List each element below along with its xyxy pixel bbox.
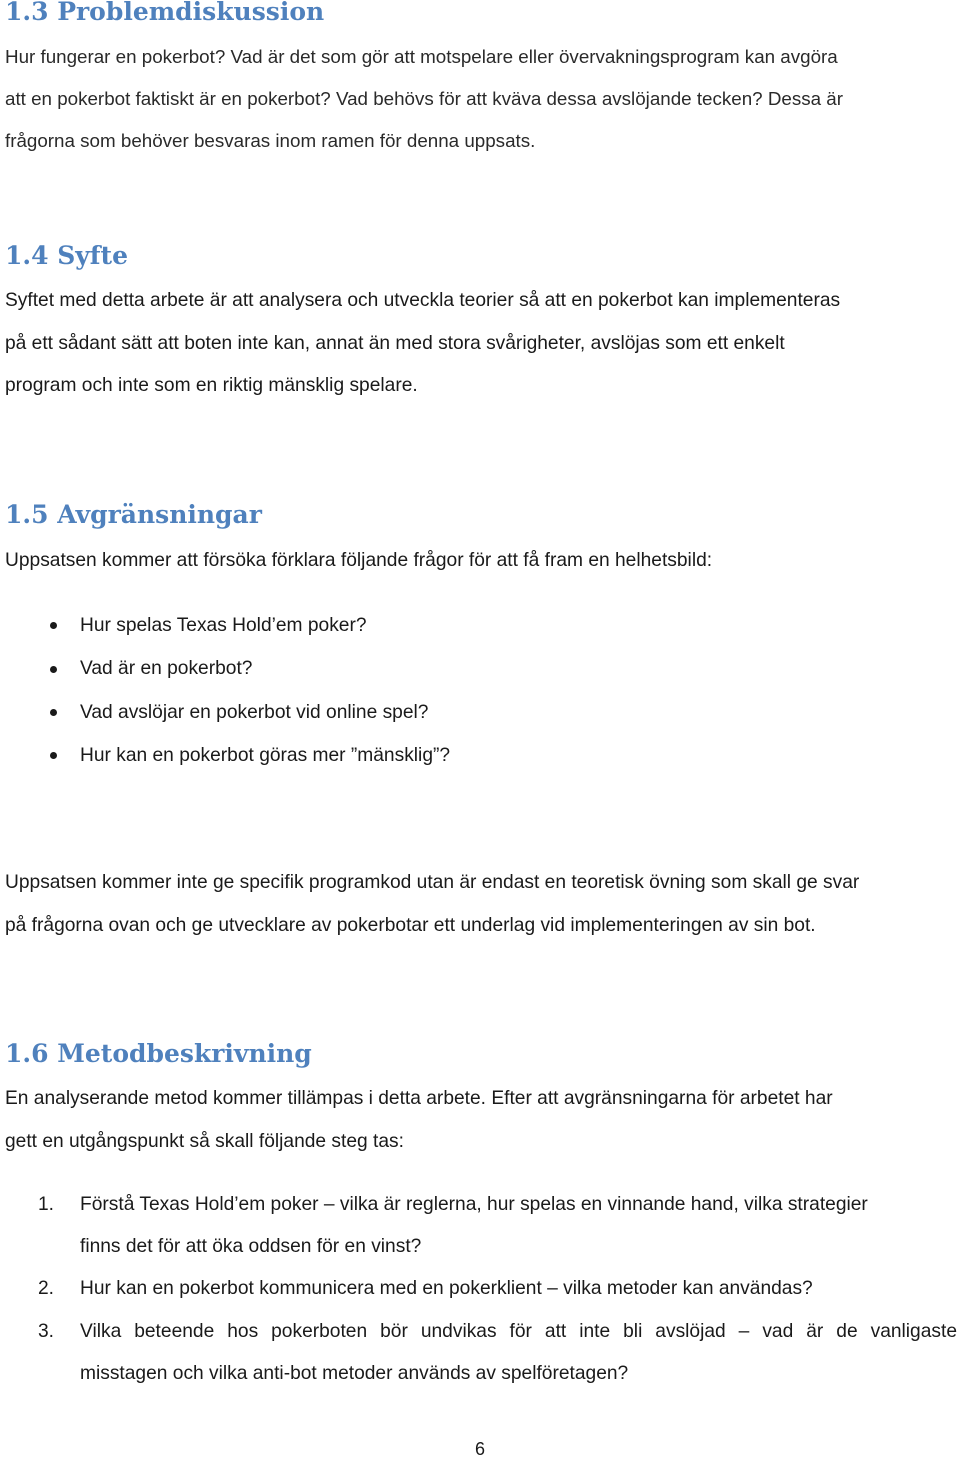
bullet-list: [0, 604, 960, 780]
bullet-dot-icon: [50, 752, 57, 759]
paragraph-line: på ett sådant sätt att boten inte kan, annat än med stora svårigheter, avslöjas som ett enkelt: [5, 332, 785, 354]
paragraph-line: på frågorna ovan och ge utvecklare av pokerbotar ett underlag vid implementeringen av sin bot.: [5, 914, 816, 936]
paragraph-line: program och inte som en riktig mänsklig spelare.: [5, 375, 418, 396]
paragraph-syfte: [5, 280, 957, 408]
section-heading-problemdiskussion: 1.3 Problemdiskussion: [5, 0, 325, 26]
list-item: Vad avslöjar en pokerbot vid online spel?: [80, 702, 429, 723]
list-item: Vad är en pokerbot?: [80, 658, 253, 679]
numbered-list: [0, 1184, 960, 1404]
paragraph-problemdiskussion: [5, 36, 957, 162]
avgransningar-intro: Uppsatsen kommer att försöka förklara följande frågor för att få fram en helhetsbild:: [5, 550, 713, 571]
list-item-line: Förstå Texas Hold’em poker – vilka är reglerna, hur spelas en vinnande hand, vilka strategier: [80, 1194, 868, 1215]
list-item-line: Hur kan en pokerbot kommunicera med en pokerklient – vilka metoder kan användas?: [80, 1278, 813, 1299]
list-item: Hur kan en pokerbot göras mer ”mänsklig”?: [80, 745, 451, 766]
paragraph-line: En analyserande metod kommer tillämpas i detta arbete. Efter att avgränsningarna för arbetet har: [5, 1088, 833, 1109]
bullet-dot-icon: [50, 666, 57, 673]
paragraph-line: gett en utgångspunkt så skall följande steg tas:: [5, 1130, 404, 1152]
list-item-line: Vilka beteende hos pokerboten bör undvikas för att inte bli avslöjad – vad är de vanligaste: [80, 1321, 957, 1342]
paragraph-line: att en pokerbot faktiskt är en pokerbot? Vad behövs för att kväva dessa avslöjande tecken? Dessa är: [5, 88, 843, 109]
paragraph-avgransningar: [5, 862, 957, 947]
section-heading-syfte: 1.4 Syfte: [5, 241, 128, 270]
bullet-dot-icon: [50, 622, 57, 629]
list-item-line: misstagen och vilka anti-bot metoder används av spelföretagen?: [80, 1363, 629, 1384]
list-number: 3.: [38, 1321, 55, 1342]
list-item: [80, 1268, 957, 1310]
page-number: 6: [474, 1439, 485, 1459]
paragraph-line: Syftet med detta arbete är att analysera och utveckla teorier så att en pokerbot kan implementeras: [5, 290, 841, 311]
list-item-line: finns det för att öka oddsen för en vinst?: [80, 1236, 422, 1257]
paragraph-line: Hur fungerar en pokerbot? Vad är det som gör att motspelare eller övervakningsprogram kan avgöra: [5, 46, 838, 67]
list-number: 1.: [38, 1194, 55, 1215]
paragraph-line: Uppsatsen kommer inte ge specifik programkod utan är endast en teoretisk övning som skall ge svar: [5, 872, 860, 893]
list-item: [80, 1311, 957, 1395]
section-heading-metodbeskrivning: 1.6 Metodbeskrivning: [5, 1039, 312, 1068]
bullet-dot-icon: [50, 709, 57, 716]
list-item: Hur spelas Texas Hold’em poker?: [80, 615, 367, 636]
section-heading-avgransningar: 1.5 Avgränsningar: [5, 500, 262, 529]
paragraph-metodbeskrivning: [5, 1078, 957, 1163]
paragraph-line: frågorna som behöver besvaras inom ramen för denna uppsats.: [5, 130, 536, 151]
list-number: 2.: [38, 1278, 55, 1299]
list-item: [80, 1184, 957, 1268]
